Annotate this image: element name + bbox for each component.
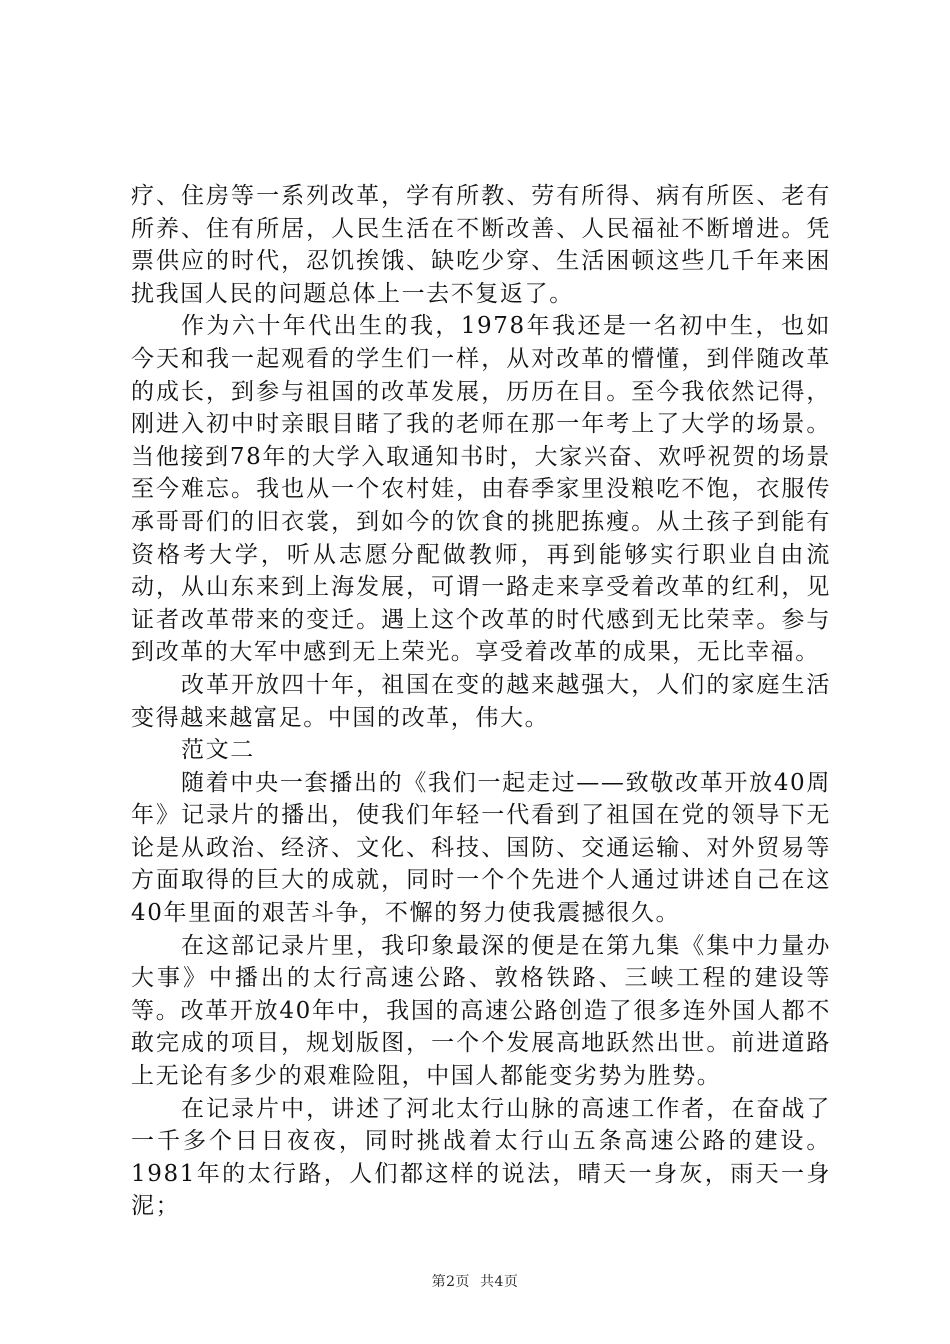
paragraph-episode-nine: 在这部记录片里，我印象最深的便是在第九集《集中力量办大事》中播出的太行高速公路、敦格铁路、三峡工程的建设等等。改革开放40年中，我国的高速公路创造了很多连外国人都不敢完成的项目，规划版图，一个个发展高地跃然出世。前进道路上无论有多少的艰难险阻，中国人都能变劣势为胜势。	[131, 932, 831, 1090]
paragraph-continuation: 疗、住房等一系列改革，学有所教、劳有所得、病有所医、老有所养、住有所居，人民生活在不断改善、人民福祉不断增进。凭票供应的时代，忍饥挨饿、缺吃少穿、生活困顿这些几千年来困扰我国人民的问题总体上一去不复返了。	[131, 183, 831, 307]
page-number-total: 共4页	[480, 1274, 519, 1290]
paragraph-taihang: 在记录片中，讲述了河北太行山脉的高速工作者，在奋战了一千多个日日夜夜，同时挑战着太行山五条高速公路的建设。1981年的太行路，人们都这样的说法，晴天一身灰，雨天一身泥；	[131, 1095, 831, 1220]
paragraph-documentary-intro: 随着中央一套播出的《我们一起走过——致敬改革开放40周年》记录片的播出，使我们年轻一代看到了祖国在党的领导下无论是从政治、经济、文化、科技、国防、交通运输、对外贸易等方面取得的巨大的成就，同时一个个先进个人通过讲述自己在这40年里面的艰苦斗争，不懈的努力使我震撼很久。	[131, 769, 831, 927]
section-heading-sample-two: 范文二	[181, 737, 255, 764]
page-footer	[0, 1271, 950, 1291]
paragraph-memoir: 作为六十年代出生的我，1978年我还是一名初中生，也如今天和我一起观看的学生们一样，从对改革的懵懂，到伴随改革的成长，到参与祖国的改革发展，历历在目。至今我依然记得，刚进入初中时亲眼目睹了我的老师在那一年考上了大学的场景。当他接到78年的大学入取通知书时，大家兴奋、欢呼祝贺的场景至今难忘。我也从一个农村娃，由春季家里没粮吃不饱，衣服传承哥哥们的旧衣裳，到如今的饮食的挑肥拣瘦。从土孩子到能有资格考大学，听从志愿分配做教师，再到能够实行职业自由流动，从山东来到上海发展，可谓一路走来享受着改革的红利，见证者改革带来的变迁。遇上这个改革的时代感到无比荣幸。参与到改革的大军中感到无上荣光。享受着改革的成果，无比幸福。	[131, 313, 831, 666]
paragraph-conclusion: 改革开放四十年，祖国在变的越来越强大，人们的家庭生活变得越来越富足。中国的改革，伟大。	[131, 671, 831, 731]
page-number-current: 第2页	[431, 1274, 470, 1290]
body-text	[131, 180, 831, 1223]
